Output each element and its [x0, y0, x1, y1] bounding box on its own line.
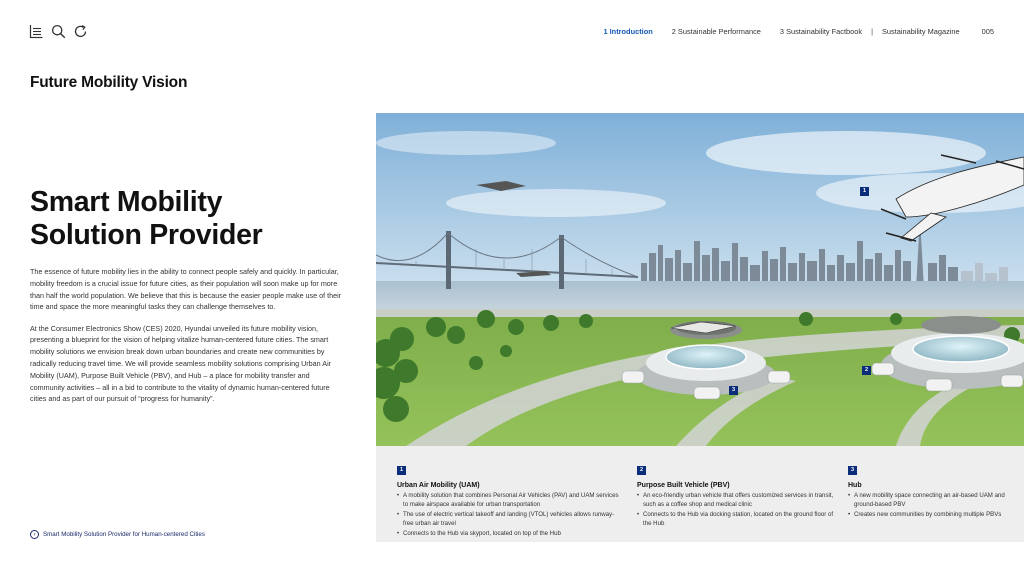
photo-marker-3: 3: [729, 386, 738, 395]
search-icon[interactable]: [51, 24, 66, 39]
menu-icon[interactable]: [29, 24, 44, 39]
mobility-vision-illustration: [376, 113, 1024, 446]
page-headline: [30, 186, 262, 252]
nav-sustainability-factbook[interactable]: 3 Sustainability Factbook: [779, 27, 863, 36]
section-title: Future Mobility Vision: [30, 74, 188, 91]
arrow-circle-icon: ›: [30, 530, 39, 539]
caption-title: Purpose Built Vehicle (PBV): [637, 482, 730, 489]
caption-bullet: • A mobility solution that combines Personal Air Vehicles (PAV) and UAM services to make airspace available for urban transportation: [397, 492, 622, 509]
caption-bullet: • Creates new communities by combining multiple PBVs: [848, 511, 1008, 520]
caption-number-badge: 2: [637, 466, 646, 475]
photo-marker-2: 2: [862, 366, 871, 375]
caption-title: Hub: [848, 482, 862, 489]
caption-bullet: • Connects to the Hub via docking station, located on the ground floor of the Hub: [637, 511, 837, 528]
caption-bullet: • The use of electric vertical takeoff and landing (VTOL) vehicles allows runway-free urban air travel: [397, 511, 622, 528]
photo-marker-1: 1: [860, 187, 869, 196]
nav-sustainable-performance[interactable]: 2 Sustainable Performance: [671, 27, 761, 36]
toolbar: [29, 24, 88, 39]
caption-pbv: [637, 458, 837, 530]
caption-number-badge: 1: [397, 466, 406, 475]
nav-sustainability-magazine[interactable]: Sustainability Magazine: [882, 27, 960, 36]
caption-bullet-list: [848, 492, 1008, 520]
refresh-icon[interactable]: [73, 24, 88, 39]
page-number: 005: [981, 27, 994, 36]
body-text: [30, 266, 345, 415]
captions-panel: [376, 446, 1024, 542]
caption-number-badge: 3: [848, 466, 857, 475]
caption-uam: [397, 458, 622, 541]
headline-line-2: Solution Provider: [30, 219, 263, 251]
nav-separator: |: [871, 27, 873, 36]
caption-bullet-list: [397, 492, 622, 539]
related-link[interactable]: [30, 530, 205, 539]
top-navigation: [603, 27, 994, 36]
caption-bullet: • An eco-friendly urban vehicle that offers customized services in transit, such as a coffee shop and medical clinic: [637, 492, 837, 509]
related-link-label: Smart Mobility Solution Provider for Human-centered Cities: [43, 531, 205, 538]
caption-bullet-list: [637, 492, 837, 528]
nav-introduction[interactable]: 1 Introduction: [603, 27, 653, 36]
body-paragraph-2: At the Consumer Electronics Show (CES) 2020, Hyundai unveiled its future mobility vision, presenting a blueprint for the vision of helping vitalize human-centered future cities. The smart mobility solutions we envision break down urban boundaries and create new communities by radically reducing travel time. We will provide seamless mobility solutions comprising Urban Air Mobility (UAM), Purpose Built Vehicle (PBV), and Hub – a place for mobility transfer and community activities – all in a bid to contribute to the vitality of dynamic human-centered future cities and as part of our pursuit of “progress for humanity”.: [30, 323, 332, 404]
caption-bullet: • Connects to the Hub via skyport, located on top of the Hub: [397, 530, 622, 539]
body-paragraph-1: The essence of future mobility lies in the ability to connect people safely and quickly. In particular, mobility freedom is a crucial issue for future cities, as their population will soon make up for more than half the world population. We believe that this is because the easier people make use of their time and space the more meaningful tasks they can challenge themselves to.: [30, 267, 342, 312]
headline-line-1: Smart Mobility: [30, 186, 223, 218]
caption-bullet: • A new mobility space connecting an air-based UAM and ground-based PBV: [848, 492, 1008, 509]
caption-hub: [848, 458, 1008, 522]
caption-title: Urban Air Mobility (UAM): [397, 482, 480, 489]
